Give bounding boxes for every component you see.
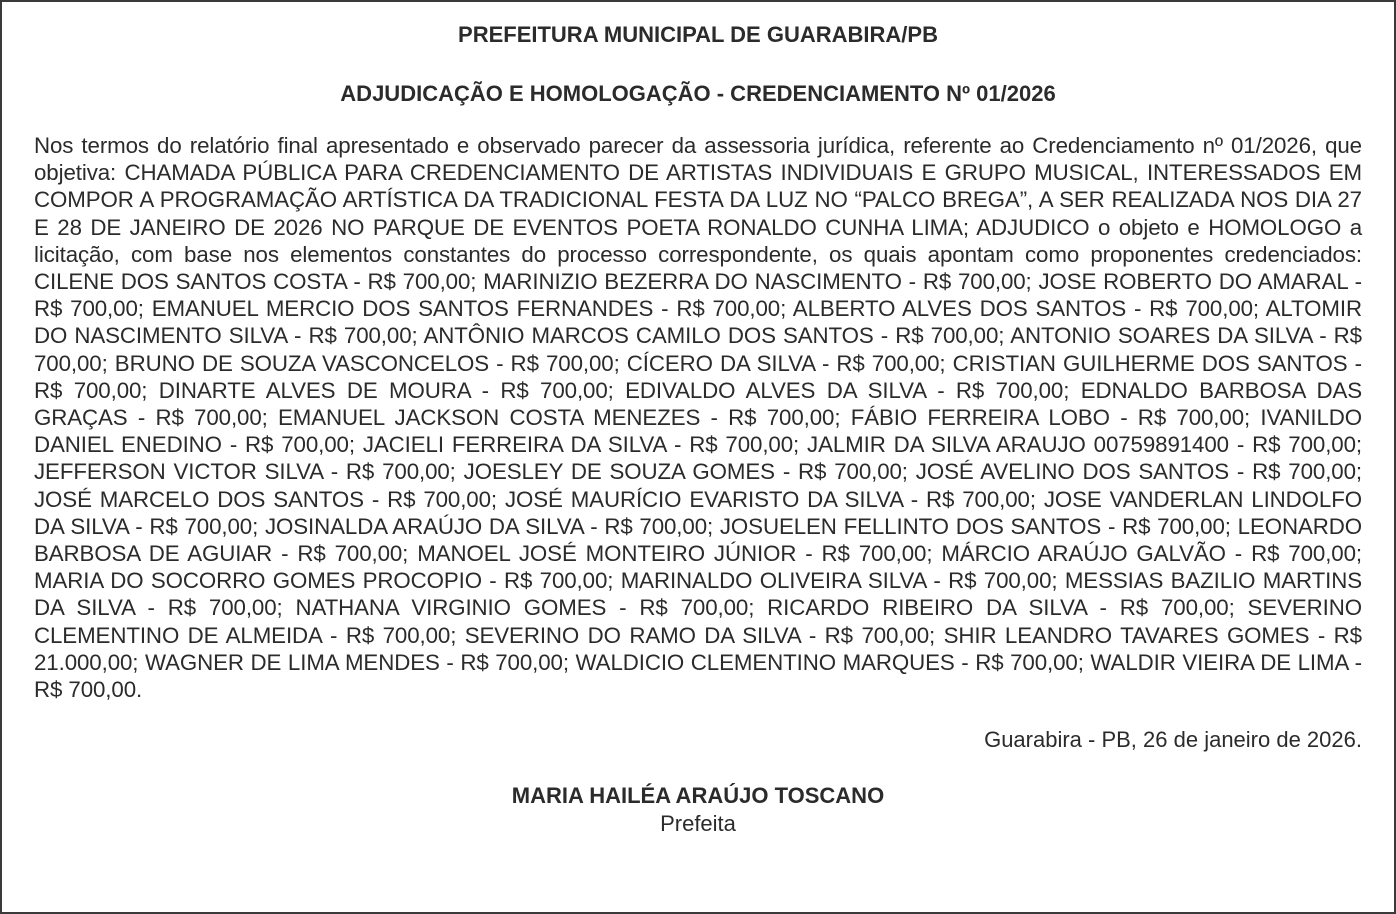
signer-role: Prefeita xyxy=(660,811,736,837)
notice-body: Nos termos do relatório final apresentado e observado parecer da assessoria jurídica, referente ao Credenciamento nº 01/2026, que objetiva: CHAMADA PÚBLICA PARA CREDENCIAMENTO DE ARTISTAS INDIVIDUAIS E GRUPO MUSICAL, INTERESSADOS EM COMPOR A PROGRAMAÇÃO ARTÍSTICA DA TRADICIONAL FESTA DA LUZ NO “PALCO BREGA”, A SER REALIZADA NOS DIA 27 E 28 DE JANEIRO DE 2026 NO PARQUE DE EVENTOS POETA RONALDO CUNHA LIMA; ADJUDICO o objeto e HOMOLOGO a licitação, com base nos elementos constantes do processo correspondente, os quais apontam como proponentes credenciados: CILENE DOS SANTOS COSTA - R$ 700,00; MARINIZIO BEZERRA DO NASCIMENTO - R$ 700,00; JOSE ROBERTO DO AMARAL - R$ 700,00; EMANUEL MERCIO DOS SANTOS FERNANDES - R$ 700,00; ALBERTO ALVES DOS SANTOS - R$ 700,00; ALTOMIR DO NASCIMENTO SILVA - R$ 700,00; ANTÔNIO MARCOS CAMILO DOS SANTOS - R$ 700,00; ANTONIO SOARES DA SILVA - R$ 700,00; BRUNO DE SOUZA VASCONCELOS - R$ 700,00; CÍCERO DA SILVA - R$ 700,00; CRISTIAN GUILHERME DOS SANTOS - R$ 700,00; DINARTE ALVES DE MOURA - R$ 700,00; EDIVALDO ALVES DA SILVA - R$ 700,00; EDNALDO BARBOSA DAS GRAÇAS - R$ 700,00; EMANUEL JACKSON COSTA MENEZES - R$ 700,00; FÁBIO FERREIRA LOBO - R$ 700,00; IVANILDO DANIEL ENEDINO - R$ 700,00; JACIELI FERREIRA DA SILVA - R$ 700,00; JALMIR DA SILVA ARAUJO 00759891400 - R$ 700,00; JEFFERSON VICTOR SILVA - R$ 700,00; JOESLEY DE SOUZA GOMES - R$ 700,00; JOSÉ AVELINO DOS SANTOS - R$ 700,00; JOSÉ MARCELO DOS SANTOS - R$ 700,00; JOSÉ MAURÍCIO EVARISTO DA SILVA - R$ 700,00; JOSE VANDERLAN LINDOLFO DA SILVA - R$ 700,00; JOSINALDA ARAÚJO DA SILVA - R$ 700,00; JOSUELEN FELLINTO DOS SANTOS - R$ 700,00; LEONARDO BARBOSA DE AGUIAR - R$ 700,00; MANOEL JOSÉ MONTEIRO JÚNIOR - R$ 700,00; MÁRCIO ARAÚJO GALVÃO - R$ 700,00; MARIA DO SOCORRO GOMES PROCOPIO - R$ 700,00; MARINALDO OLIVEIRA SILVA - R$ 700,00; MESSIAS BAZILIO MARTINS DA SILVA - R$ 700,00; NATHANA VIRGINIO GOMES - R$ 700,00; RICARDO RIBEIRO DA SILVA - R$ 700,00; SEVERINO CLEMENTINO DE ALMEIDA - R$ 700,00; SEVERINO DO RAMO DA SILVA - R$ 700,00; SHIR LEANDRO TAVARES GOMES - R$ 21.000,00; WAGNER DE LIMA MENDES - R$ 700,00; WALDICIO CLEMENTINO MARQUES - R$ 700,00; WALDIR VIEIRA DE LIMA - R$ 700,00. xyxy=(34,133,1362,703)
notice-heading: ADJUDICAÇÃO E HOMOLOGAÇÃO - CREDENCIAMENTO Nº 01/2026 xyxy=(340,81,1056,106)
place-and-date: Guarabira - PB, 26 de janeiro de 2026. xyxy=(984,727,1362,753)
issuer-title: PREFEITURA MUNICIPAL DE GUARABIRA/PB xyxy=(458,22,938,47)
signer-name: MARIA HAILÉA ARAÚJO TOSCANO xyxy=(511,783,885,809)
